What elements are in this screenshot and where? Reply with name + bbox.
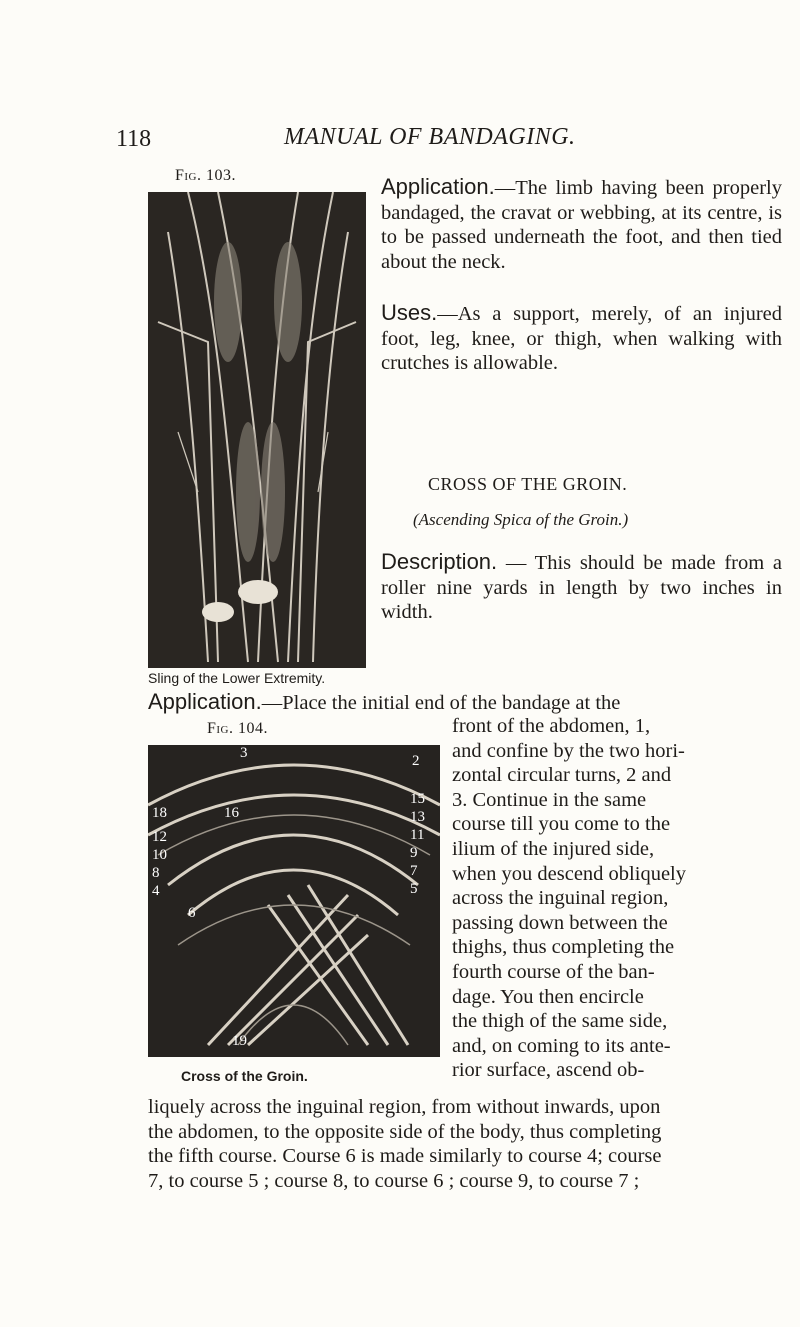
text-line: rior surface, ascend ob-: [452, 1059, 645, 1082]
figure-marker: 2: [412, 753, 420, 769]
paragraph-uses: [381, 301, 782, 376]
figure-marker: 15: [410, 791, 425, 807]
text-line: and confine by the two hori-: [452, 739, 685, 762]
figure-marker: 12: [152, 829, 167, 845]
paragraph-text: —As a support, merely, of an injured foot, leg, knee, or thigh, when walking with crutches is allowable.: [381, 303, 782, 375]
paragraph-application-2-first-line: [148, 690, 782, 716]
heading-description: Description.: [381, 549, 498, 574]
heading-application: Application.: [381, 174, 495, 199]
paragraph-application-2-tail: [148, 1095, 782, 1193]
figure-marker: 11: [410, 827, 425, 843]
figure-104-caption: Cross of the Groin.: [181, 1068, 308, 1084]
text-line: fourth course of the ban-: [452, 960, 655, 983]
text-line: front of the abdomen, 1,: [452, 715, 651, 737]
figure-marker: 6: [188, 905, 196, 921]
page-number: 118: [116, 126, 152, 152]
text-line: course till you come to the: [452, 813, 671, 836]
text-line: the thigh of the same side,: [452, 1010, 668, 1033]
figure-104-illustration: [148, 745, 440, 1057]
paragraph-text: —Place the initial end of the bandage at the: [261, 692, 621, 714]
heading-uses: Uses.: [381, 300, 438, 325]
running-title: MANUAL OF BANDAGING.: [284, 124, 576, 150]
text-line: and, on coming to its ante-: [452, 1034, 671, 1057]
paragraph-application-1: [381, 175, 782, 274]
section-title: CROSS OF THE GROIN.: [428, 474, 628, 494]
paragraph-application-2-column: [452, 714, 782, 1083]
section-subtitle: (Ascending Spica of the Groin.): [413, 510, 629, 529]
figure-marker: 5: [410, 881, 418, 897]
text-line: 3. Continue in the same: [452, 788, 647, 811]
figure-marker: 16: [224, 805, 239, 821]
text-line: liquely across the inguinal region, from without inwards, upon: [148, 1096, 661, 1118]
figure-104-label: Fig. 104.: [207, 720, 269, 737]
figure-103-illustration: [148, 192, 366, 668]
text-line: ilium of the injured side,: [452, 837, 655, 860]
figure-marker: 13: [410, 809, 425, 825]
text-line: dage. You then encircle: [452, 985, 644, 1008]
text-line: the fifth course. Course 6 is made similarly to course 4; course: [148, 1145, 662, 1168]
figure-marker: 3: [240, 745, 248, 761]
text-line: zontal circular turns, 2 and: [452, 764, 672, 787]
text-line: thighs, thus completing the: [452, 936, 675, 959]
text-line: 7, to course 5 ; course 8, to course 6 ; course 9, to course 7 ;: [148, 1169, 640, 1192]
figure-103-label: Fig. 103.: [175, 167, 237, 184]
text-line: across the inguinal region,: [452, 887, 669, 910]
text-line: passing down between the: [452, 911, 668, 934]
text-line: the abdomen, to the opposite side of the body, thus completing: [148, 1120, 662, 1143]
figure-marker: 10: [152, 847, 167, 863]
figure-marker: 7: [410, 863, 418, 879]
figure-marker: 19: [232, 1033, 247, 1049]
figure-marker: 18: [152, 805, 167, 821]
paragraph-description: [381, 550, 782, 625]
figure-marker: 4: [152, 883, 160, 899]
figure-marker: 8: [152, 865, 160, 881]
figure-marker: 9: [410, 845, 418, 861]
text-line: when you descend obliquely: [452, 862, 686, 885]
paragraph-text: — This should be made from a roller nine yards in length by two inches in width.: [381, 552, 782, 624]
heading-application-2: Application.: [148, 689, 262, 714]
paragraph-text: —The limb having been properly bandaged, the cravat or webbing, at its centre, is to be passed underneath the foot, and then tied about the neck.: [381, 177, 782, 273]
figure-103-caption: Sling of the Lower Extremity.: [148, 670, 326, 686]
